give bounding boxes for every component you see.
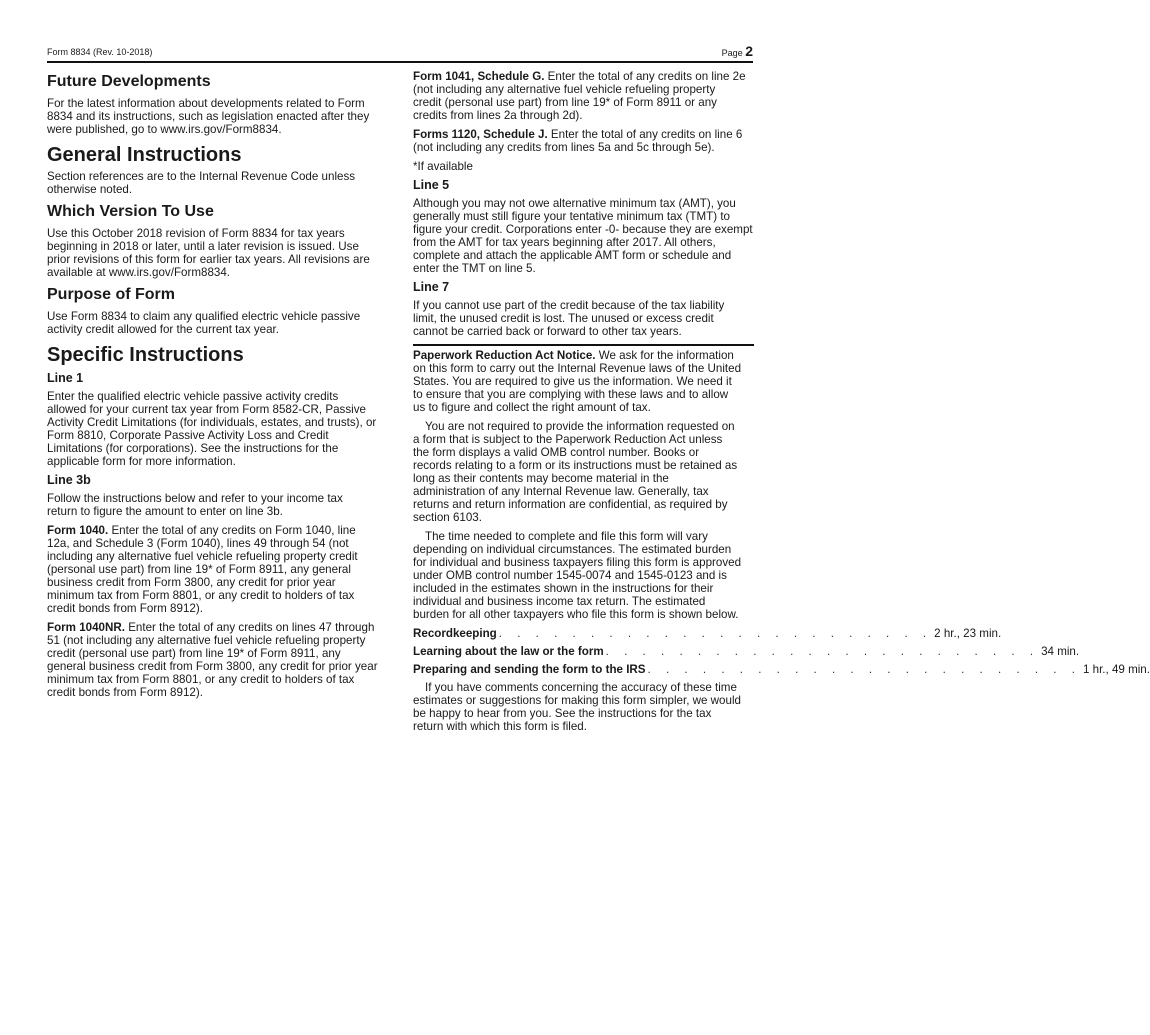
paragraph-lead: Form 1040. [47,524,109,537]
paragraph [413,681,754,733]
text-line [413,299,754,312]
line-text: Enter the total of any credits on line 2e [544,70,746,83]
text-line [47,442,388,455]
line-text: enter the TMT on line 5. [413,262,536,275]
paragraph [413,420,754,524]
text-line [47,429,388,442]
text-line [413,582,754,595]
line-text: activity credit allowed for the current tax year. [47,323,279,336]
dot-leader: . . . . . . . . . . . . . . . . . . . . . . . . [498,627,933,640]
line-text: complete and attach the applicable AMT form or schedule and [413,249,732,262]
line-text: depending on individual circumstances. The estimated burden [413,543,732,556]
line-text: were published, go to www.irs.gov/Form8834. [47,123,282,136]
text-line [413,362,754,375]
paragraph [413,197,754,275]
text-line [47,660,388,673]
line-text: limit, the unused credit is lost. The unused or excess credit [413,312,714,325]
line-text: 8834 and its instructions, such as legislation enacted after they [47,110,370,123]
text-line [47,634,388,647]
text-line [413,83,754,96]
line-text: Enter the qualified electric vehicle passive activity credits [47,390,339,403]
text-line [413,325,754,338]
page-label: Page [721,48,743,58]
line-text: If you cannot use part of the credit because of the tax liability [413,299,725,312]
form-revision: Form 8834 (Rev. 10-2018) [47,47,153,57]
text-line [47,97,388,110]
text-line [47,390,388,403]
burden-label: Learning about the law or the form [413,645,604,658]
line-text: a form that is subject to the Paperwork Reduction Act unless [413,433,723,446]
burden-value: 2 hr., 23 min. [934,627,1002,640]
line-text: us to figure and collect the right amount of tax. [413,401,651,414]
line-text: for individual and business taxpayers filing this form is approved [413,556,742,569]
line-text: return to figure the amount to enter on line 3b. [47,505,283,518]
section-divider [413,344,754,346]
text-line [413,210,754,223]
text-line [47,537,388,550]
line-text: under OMB control number 1545-0074 and 1545-0123 and is [413,569,727,582]
line-text: If you have comments concerning the accuracy of these time [425,681,737,694]
burden-value: 1 hr., 49 min. [1082,663,1150,676]
text-line [47,686,388,699]
line-text: general business credit from Form 3800, any credit for prior year [47,660,378,673]
line-text: (personal use part) from line 19* of Form 8911, any general [47,563,351,576]
text-line [413,141,754,154]
text-line [413,236,754,249]
line-text: Form 8810, Corporate Passive Activity Loss and Credit [47,429,329,442]
text-line [47,576,388,589]
text-line [413,249,754,262]
text-line [413,375,754,388]
paragraph [413,299,754,338]
text-line [413,160,754,173]
heading-line-1: Line 1 [47,371,84,385]
line-text: business credit from Form 3800, any credit for prior year [47,576,336,589]
text-line [47,110,388,123]
text-line [413,420,754,433]
text-line [47,647,388,660]
left-column [47,72,388,705]
paragraph [413,70,754,122]
line-text: minimum tax from Form 8801, or any credit to holders of tax [47,589,355,602]
text-line [47,589,388,602]
heading-which-version-to-use: Which Version To Use [47,203,214,220]
text-line [413,197,754,210]
text-line [413,433,754,446]
text-line [47,505,388,518]
page-number-value: 2 [745,43,753,59]
heading-future-developments: Future Developments [47,73,211,90]
line-text: 51 (not including any alternative fuel vehicle refueling property [47,634,366,647]
text-line [47,170,388,183]
paragraph [413,349,754,414]
text-line [413,459,754,472]
text-line [413,543,754,556]
text-line [413,608,754,621]
line-text: (not including any alternative fuel vehicle refueling property [413,83,716,96]
paragraph [47,227,388,279]
line-text: credit bonds from Form 8912). [47,686,203,699]
line-text: Use this October 2018 revision of Form 8834 for tax years [47,227,345,240]
text-line [413,681,754,694]
line-text: to ensure that you are complying with these laws and to allow [413,388,729,401]
text-line [47,621,388,634]
burden-row-recordkeeping [413,627,1002,640]
line-text: Follow the instructions below and refer to your income tax [47,492,343,505]
burden-label: Recordkeeping [413,627,497,640]
paragraph [47,390,388,468]
text-line [47,602,388,615]
line-text: beginning in 2018 or later, until a later revision is issued. Use [47,240,359,253]
line-text: estimates or suggestions for making this form simpler, we would [413,694,741,707]
line-text: applicable form for more information. [47,455,236,468]
burden-label: Preparing and sending the form to the IRS [413,663,646,676]
line-text: on this form to carry out the Internal Revenue laws of the United [413,362,742,375]
heading-line-7: Line 7 [413,280,450,294]
line-text: records relating to a form or its instructions must be retained as [413,459,738,472]
heading-line-3b: Line 3b [47,473,91,487]
burden-value: 34 min. [1041,645,1080,658]
text-line [413,569,754,582]
text-line [413,511,754,524]
paragraph-lead: Paperwork Reduction Act Notice. [413,349,596,362]
line-text: Enter the total of any credits on lines 47 through [124,621,375,634]
text-line [413,595,754,608]
line-text: the form displays a valid OMB control number. Books or [413,446,700,459]
line-text: Section references are to the Internal Revenue Code unless [47,170,356,183]
line-text: be happy to hear from you. See the instructions for the tax [413,707,712,720]
text-line [413,720,754,733]
text-line [413,707,754,720]
text-line [47,227,388,240]
burden-row-preparing-and-sending-the-form-to-the-irs [413,663,1150,676]
line-text: For the latest information about developments related to Form [47,97,365,110]
paragraph-lead: Form 1040NR. [47,621,125,634]
text-line [47,266,388,279]
heading-general-instructions: General Instructions [47,144,242,166]
line-text: (not including any credits from lines 5a and 5c through 5e). [413,141,715,154]
line-text: returns and return information are confidential, as required by [413,498,728,511]
paragraph [47,492,388,518]
line-text: Activity Credit Limitations (for individuals, estates, and trusts), or [47,416,377,429]
dot-leader: . . . . . . . . . . . . . . . . . . . . . . . . [605,645,1040,658]
text-line [47,492,388,505]
paragraph [413,160,754,173]
line-text: Use Form 8834 to claim any qualified electric vehicle passive [47,310,361,323]
line-text: States. You are required to give us the information. We need it [413,375,732,388]
text-line [413,128,754,141]
line-text: minimum tax from Form 8801, or any credit to holders of tax [47,673,355,686]
page-number [722,43,753,59]
line-text: 12a, and Schedule 3 (Form 1040), lines 49 through 54 (not [47,537,349,550]
burden-row-learning-about-the-law-or-the-form [413,645,1080,658]
paragraph [47,524,388,615]
line-text: long as their contents may become material in the [413,472,669,485]
text-line [413,401,754,414]
line-text: generally must still figure your tentative minimum tax (TMT) to [413,210,730,223]
line-text: credits from lines 2a through 2d). [413,109,583,122]
heading-specific-instructions: Specific Instructions [47,344,244,366]
heading-line-5: Line 5 [413,178,450,192]
text-line [47,455,388,468]
text-line [47,323,388,336]
paragraph [47,621,388,699]
text-line [413,498,754,511]
text-line [47,183,388,196]
line-text: We ask for the information [595,349,734,362]
line-text: section 6103. [413,511,482,524]
text-line [47,310,388,323]
line-text: included in the estimates shown in the instructions for their [413,582,714,595]
line-text: figure your credit. Corporations enter -0- because they are exempt [413,223,753,236]
text-line [413,70,754,83]
paragraph [413,530,754,621]
text-line [47,240,388,253]
text-line [413,262,754,275]
line-text: administration of any Internal Revenue law. Generally, tax [413,485,709,498]
paragraph-lead: Forms 1120, Schedule J. [413,128,548,141]
line-text: from the AMT for tax years beginning after 2017. All others, [413,236,716,249]
text-line [413,312,754,325]
text-line [47,563,388,576]
line-text: allowed for your current tax year from Form 8582-CR, Passive [47,403,366,416]
heading-purpose-of-form: Purpose of Form [47,286,176,303]
paragraph [47,310,388,336]
text-line [413,556,754,569]
text-line [413,388,754,401]
line-text: You are not required to provide the information requested on [425,420,735,433]
text-line [47,123,388,136]
right-column [413,70,1150,739]
text-line [47,673,388,686]
line-text: credit (personal use part) from line 19* of Form 8911, any [47,647,341,660]
line-text: Limitations (for corporations). See the instructions for the [47,442,339,455]
text-line [413,223,754,236]
dot-leader: . . . . . . . . . . . . . . . . . . . . . . . . [647,663,1081,676]
line-text: otherwise noted. [47,183,133,196]
text-line [47,524,388,537]
line-text: credit (personal use part) from line 19* of Form 8911 or any [413,96,717,109]
text-line [47,550,388,563]
header-rule [47,61,753,63]
text-line [413,485,754,498]
paragraph-lead: Form 1041, Schedule G. [413,70,545,83]
paragraph [413,128,754,154]
text-line [413,96,754,109]
text-line [413,446,754,459]
text-line [413,349,754,362]
line-text: credit bonds from Form 8912). [47,602,203,615]
line-text: *If available [413,160,473,173]
line-text: available at www.irs.gov/Form8834. [47,266,231,279]
line-text: Although you may not owe alternative minimum tax (AMT), you [413,197,736,210]
line-text: Enter the total of any credits on line 6 [547,128,743,141]
paragraph [47,170,388,196]
line-text: The time needed to complete and file this form will vary [425,530,708,543]
line-text: return with which this form is filed. [413,720,587,733]
text-line [47,403,388,416]
text-line [413,530,754,543]
text-line [413,694,754,707]
line-text: cannot be carried back or forward to other tax years. [413,325,682,338]
line-text: Enter the total of any credits on Form 1040, line [108,524,356,537]
paragraph [47,97,388,136]
line-text: prior revisions of this form for earlier tax years. All revisions are [47,253,370,266]
text-line [47,253,388,266]
text-line [47,416,388,429]
text-line [413,109,754,122]
line-text: burden for all other taxpayers who file this form is shown below. [413,608,739,621]
line-text: including any alternative fuel vehicle refueling property credit [47,550,358,563]
line-text: individual and business income tax return. The estimated [413,595,706,608]
text-line [413,472,754,485]
